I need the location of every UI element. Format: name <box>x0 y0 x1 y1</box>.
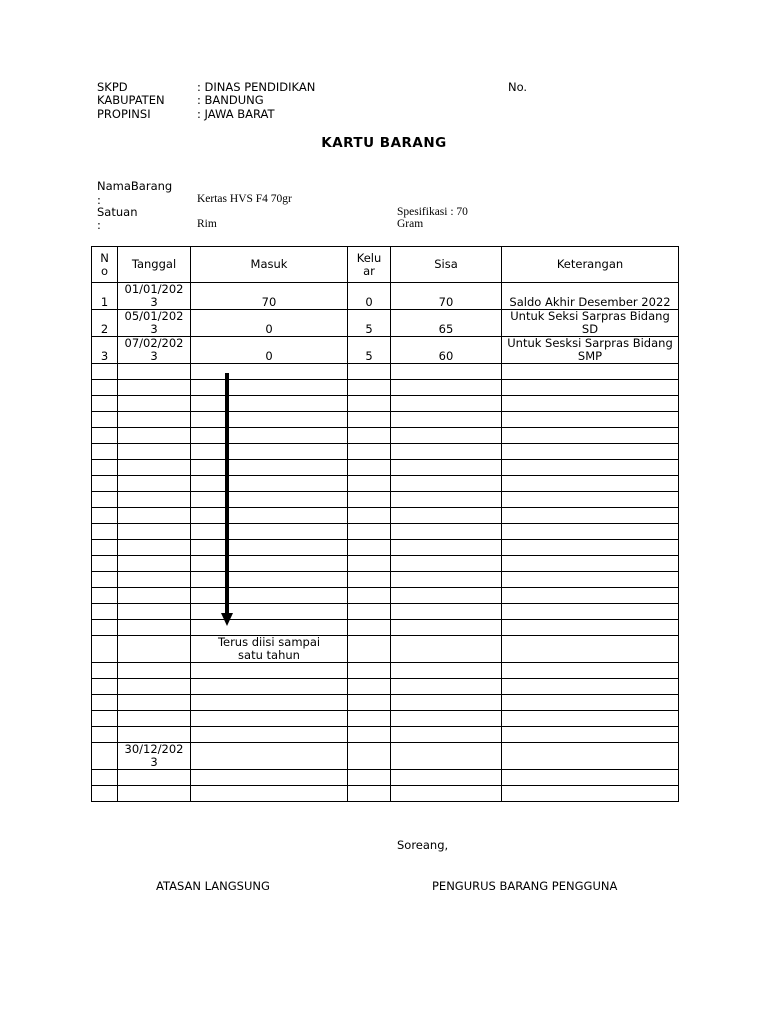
header-label-skpd: SKPD <box>97 80 128 94</box>
table-row <box>92 588 679 604</box>
kartu-barang-table <box>91 246 679 802</box>
cell-sisa: 60 <box>391 337 502 364</box>
table-row <box>92 364 679 380</box>
col-header-keluar: Keluar <box>348 247 391 283</box>
cell-tanggal: 01/01/2023 <box>118 283 191 310</box>
cell-keluar: 0 <box>348 283 391 310</box>
document-title: KARTU BARANG <box>321 135 447 151</box>
table-row <box>92 663 679 679</box>
table-row <box>92 572 679 588</box>
cell-masuk: 0 <box>191 337 348 364</box>
satuan-value: Rim <box>197 218 217 230</box>
cell-tanggal-last: 30/12/2023 <box>118 743 191 770</box>
table-row <box>92 476 679 492</box>
nama-barang-label: NamaBarang <box>97 179 173 193</box>
cell-keterangan: Untuk Seksi Sarpras Bidang SD <box>502 310 679 337</box>
header-label-propinsi: PROPINSI <box>97 107 151 121</box>
col-header-masuk: Masuk <box>191 247 348 283</box>
header-no-label: No. <box>508 80 528 94</box>
cell-no: 3 <box>92 337 118 364</box>
table-row <box>92 727 679 743</box>
table-row <box>92 679 679 695</box>
cell-keluar: 5 <box>348 310 391 337</box>
table-row <box>92 711 679 727</box>
cell-sisa: 70 <box>391 283 502 310</box>
table-row <box>92 743 679 770</box>
note-cell: Terus diisi sampai satu tahun <box>191 636 348 663</box>
nama-barang-colon: : <box>97 193 101 207</box>
header-label-kabupaten: KABUPATEN <box>97 93 165 107</box>
table-row <box>92 604 679 620</box>
footer-right-signer: PENGURUS BARANG PENGGUNA <box>432 879 618 893</box>
cell-no: 2 <box>92 310 118 337</box>
table-row <box>92 770 679 786</box>
cell-tanggal: 05/01/2023 <box>118 310 191 337</box>
table-row <box>92 460 679 476</box>
cell-keterangan: Untuk Sesksi Sarpras Bidang SMP <box>502 337 679 364</box>
cell-sisa: 65 <box>391 310 502 337</box>
table-header-row <box>92 247 679 283</box>
table-row <box>92 310 679 337</box>
satuan-colon: : <box>97 218 101 232</box>
table-row <box>92 508 679 524</box>
table-row <box>92 444 679 460</box>
col-header-sisa: Sisa <box>391 247 502 283</box>
cell-tanggal: 07/02/2023 <box>118 337 191 364</box>
table-row <box>92 337 679 364</box>
down-arrow-icon <box>225 373 229 615</box>
satuan-label: Satuan <box>97 205 138 219</box>
footer-left-signer: ATASAN LANGSUNG <box>156 879 270 893</box>
spesifikasi-value: Gram <box>397 218 424 230</box>
table-row <box>92 396 679 412</box>
cell-keluar: 5 <box>348 337 391 364</box>
table-row <box>92 412 679 428</box>
col-header-no: No <box>92 247 118 283</box>
table-row <box>92 556 679 572</box>
table-row <box>92 540 679 556</box>
cell-masuk: 70 <box>191 283 348 310</box>
table-row <box>92 380 679 396</box>
header-value-propinsi: : JAWA BARAT <box>197 107 275 121</box>
table-row <box>92 636 679 663</box>
arrow-head-icon <box>221 613 233 626</box>
table-row <box>92 283 679 310</box>
footer-place: Soreang, <box>397 838 449 852</box>
table-row <box>92 428 679 444</box>
table-row <box>92 492 679 508</box>
spesifikasi-label: Spesifikasi : 70 <box>397 206 468 218</box>
table-row <box>92 524 679 540</box>
table-row <box>92 786 679 802</box>
header-value-skpd: : DINAS PENDIDIKAN <box>197 80 316 94</box>
header-value-kabupaten: : BANDUNG <box>197 93 264 107</box>
cell-masuk: 0 <box>191 310 348 337</box>
col-header-tanggal: Tanggal <box>118 247 191 283</box>
table-row <box>92 695 679 711</box>
cell-keterangan: Saldo Akhir Desember 2022 <box>502 283 679 310</box>
col-header-keterangan: Keterangan <box>502 247 679 283</box>
cell-no: 1 <box>92 283 118 310</box>
nama-barang-value: Kertas HVS F4 70gr <box>197 193 292 205</box>
table-row <box>92 620 679 636</box>
